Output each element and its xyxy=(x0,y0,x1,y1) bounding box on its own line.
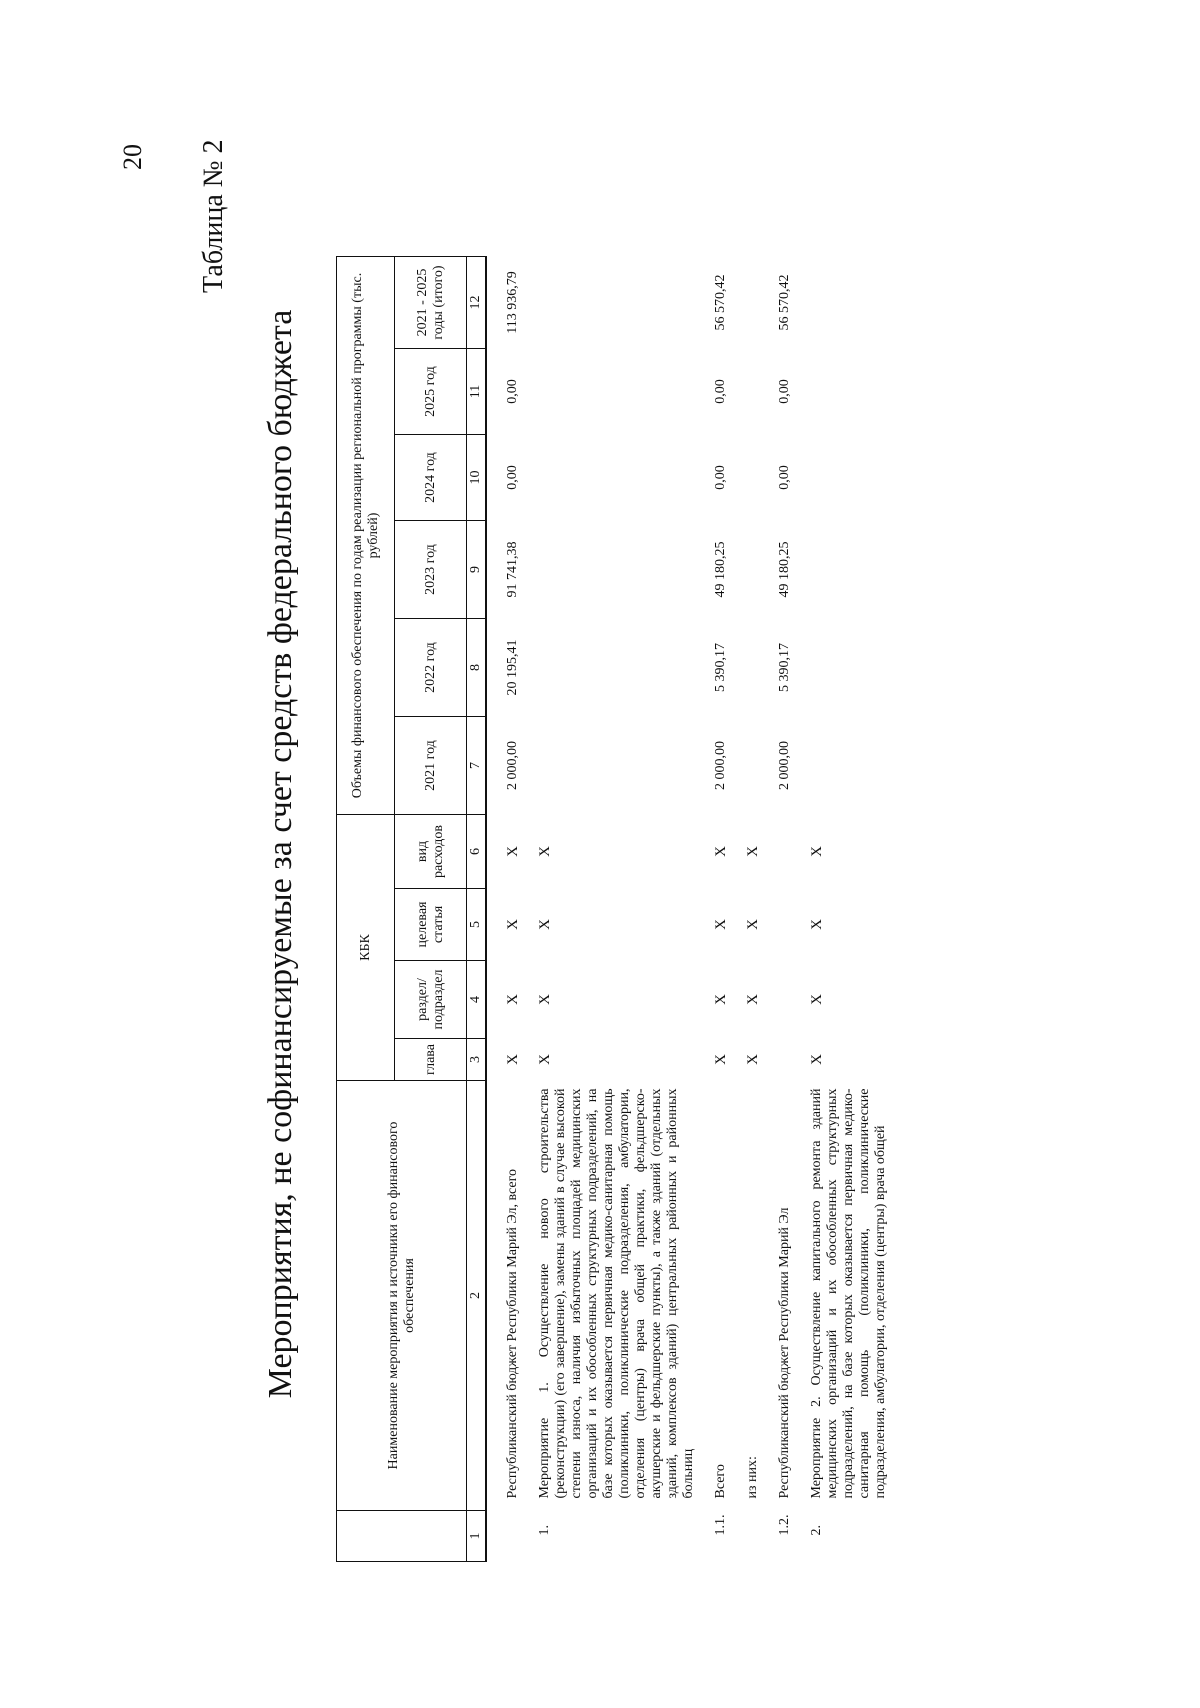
column-numbers-row xyxy=(467,257,487,1562)
header-razdel: раздел/ подраздел xyxy=(395,961,467,1039)
cell-razdel: Х xyxy=(713,994,729,1005)
cell-glava: Х xyxy=(537,1054,553,1065)
header-vid: вид расходов xyxy=(395,815,467,889)
column-number: 8 xyxy=(467,619,487,717)
cell-2024: 0,00 xyxy=(713,465,728,490)
row-name: Всего xyxy=(713,1464,728,1499)
cell-2021 xyxy=(527,717,703,815)
column-number: 5 xyxy=(467,889,487,961)
cell-glava: Х xyxy=(713,1054,729,1065)
cell-vid: Х xyxy=(713,846,729,857)
row-name: из них: xyxy=(745,1456,760,1499)
header-volumes: Объемы финансового обеспечения по годам реализации региональной программы (тыс. рублей) xyxy=(337,257,395,815)
cell-razdel: Х xyxy=(505,994,521,1005)
header-kbk: КБК xyxy=(337,815,395,1081)
cell-2024 xyxy=(527,435,703,521)
cell-statya xyxy=(767,889,799,961)
table-row xyxy=(703,257,735,1562)
cell-vid: Х xyxy=(505,846,521,857)
cell-statya: Х xyxy=(537,919,553,930)
cell-2022 xyxy=(799,619,895,717)
cell-2025 xyxy=(527,349,703,435)
column-number: 4 xyxy=(467,961,487,1039)
cell-2023 xyxy=(735,521,767,619)
cell-2022 xyxy=(527,619,703,717)
cell-2023: 49 180,25 xyxy=(713,541,728,598)
cell-glava: Х xyxy=(745,1054,761,1065)
row-number xyxy=(495,1511,527,1562)
table-row xyxy=(527,257,703,1562)
table-row xyxy=(735,257,767,1562)
cell-razdel: Х xyxy=(809,994,825,1005)
row-name: Республиканский бюджет Республики Марий Эл xyxy=(777,1207,792,1499)
column-number: 2 xyxy=(467,1081,487,1511)
row-number xyxy=(735,1511,767,1562)
funding-table-wrapper xyxy=(336,256,895,1562)
cell-total xyxy=(799,257,895,349)
column-number: 11 xyxy=(467,349,487,435)
cell-statya: Х xyxy=(713,919,729,930)
cell-2021 xyxy=(735,717,767,815)
table-label: Таблица № 2 xyxy=(198,139,229,293)
row-name: Мероприятие 1. Осуществление нового строительства (реконструкции) (его завершение), замены зданий в случае высокой степени износа, наличия избыточных площадей медицинских организаций и их обособленных структурных подразделений, на базе которых оказывается первичная медико-санитарная помощь (поликлиники, поликлинические подразделения, амбулатории, отделения (центры) врача общей практики, фельдшерско-акушерские и фельдшерские пункты), а также зданий (отдельных зданий, комплексов зданий) центральных районных и районных больниц xyxy=(537,1088,696,1499)
header-year-2022: 2022 год xyxy=(395,619,467,717)
cell-vid xyxy=(767,815,799,889)
cell-total xyxy=(735,257,767,349)
cell-2023 xyxy=(527,521,703,619)
cell-razdel: Х xyxy=(745,994,761,1005)
cell-total: 113 936,79 xyxy=(505,271,520,334)
cell-2024 xyxy=(735,435,767,521)
table-row xyxy=(495,257,527,1562)
table-row xyxy=(767,257,799,1562)
cell-2021 xyxy=(799,717,895,815)
header-name: Наименование мероприятия и источники его финансового обеспечения xyxy=(337,1081,467,1511)
cell-statya: Х xyxy=(745,919,761,930)
row-number: 1. xyxy=(537,1525,552,1536)
row-number: 1.1. xyxy=(713,1514,728,1536)
column-number: 7 xyxy=(467,717,487,815)
cell-2023: 91 741,38 xyxy=(505,541,520,598)
column-number: 9 xyxy=(467,521,487,619)
header-year-2025: 2025 год xyxy=(395,349,467,435)
page-number: 20 xyxy=(118,144,147,170)
header-statya: целевая статья xyxy=(395,889,467,961)
cell-2022 xyxy=(735,619,767,717)
cell-total: 56 570,42 xyxy=(713,274,728,331)
row-number: 2. xyxy=(809,1525,824,1536)
cell-total: 56 570,42 xyxy=(777,274,792,331)
cell-vid: Х xyxy=(745,846,761,857)
cell-2023: 49 180,25 xyxy=(777,541,792,598)
cell-2025: 0,00 xyxy=(505,379,520,404)
cell-2025: 0,00 xyxy=(777,379,792,404)
column-number: 6 xyxy=(467,815,487,889)
column-number: 3 xyxy=(467,1039,487,1081)
funding-table xyxy=(336,256,895,1562)
cell-statya: Х xyxy=(505,919,521,930)
cell-glava: Х xyxy=(505,1054,521,1065)
cell-statya: Х xyxy=(809,919,825,930)
cell-2024: 0,00 xyxy=(777,465,792,490)
header-year-2023: 2023 год xyxy=(395,521,467,619)
cell-razdel xyxy=(767,961,799,1039)
cell-2022: 20 195,41 xyxy=(505,639,520,696)
cell-vid: Х xyxy=(537,846,553,857)
row-number: 1.2. xyxy=(777,1514,792,1536)
cell-2023 xyxy=(799,521,895,619)
column-number: 1 xyxy=(467,1511,487,1562)
row-name: Мероприятие 2. Осуществление капитального ремонта зданий медицинских организаций и их обособленных структурных подразделений, на базе которых оказывается первичная медико-санитарная помощь (поликлиники, поликлинические подразделения, амбулатории, отделения (центры) врача общей xyxy=(809,1088,888,1499)
cell-2025 xyxy=(799,349,895,435)
cell-razdel: Х xyxy=(537,994,553,1005)
row-spacer xyxy=(486,257,495,1562)
cell-2025 xyxy=(735,349,767,435)
row-name: Республиканский бюджет Республики Марий Эл, всего xyxy=(505,1169,520,1499)
table-row xyxy=(799,257,895,1562)
column-number: 12 xyxy=(467,257,487,349)
cell-glava: Х xyxy=(809,1054,825,1065)
document-title: Мероприятия, не софинансируемые за счет средств федерального бюджета xyxy=(262,309,299,1399)
cell-2024: 0,00 xyxy=(505,465,520,490)
cell-2024 xyxy=(799,435,895,521)
cell-2022: 5 390,17 xyxy=(777,643,792,692)
cell-2021: 2 000,00 xyxy=(713,741,728,790)
cell-total xyxy=(527,257,703,349)
cell-vid: Х xyxy=(809,846,825,857)
header-year-2021: 2021 год xyxy=(395,717,467,815)
cell-2022: 5 390,17 xyxy=(713,643,728,692)
header-glava: глава xyxy=(395,1039,467,1081)
header-total: 2021 - 2025 годы (итого) xyxy=(395,257,467,349)
cell-glava xyxy=(767,1039,799,1081)
column-number: 10 xyxy=(467,435,487,521)
cell-2025: 0,00 xyxy=(713,379,728,404)
header-year-2024: 2024 год xyxy=(395,435,467,521)
cell-2021: 2 000,00 xyxy=(505,741,520,790)
header-empty-cell xyxy=(337,1511,467,1562)
cell-2021: 2 000,00 xyxy=(777,741,792,790)
